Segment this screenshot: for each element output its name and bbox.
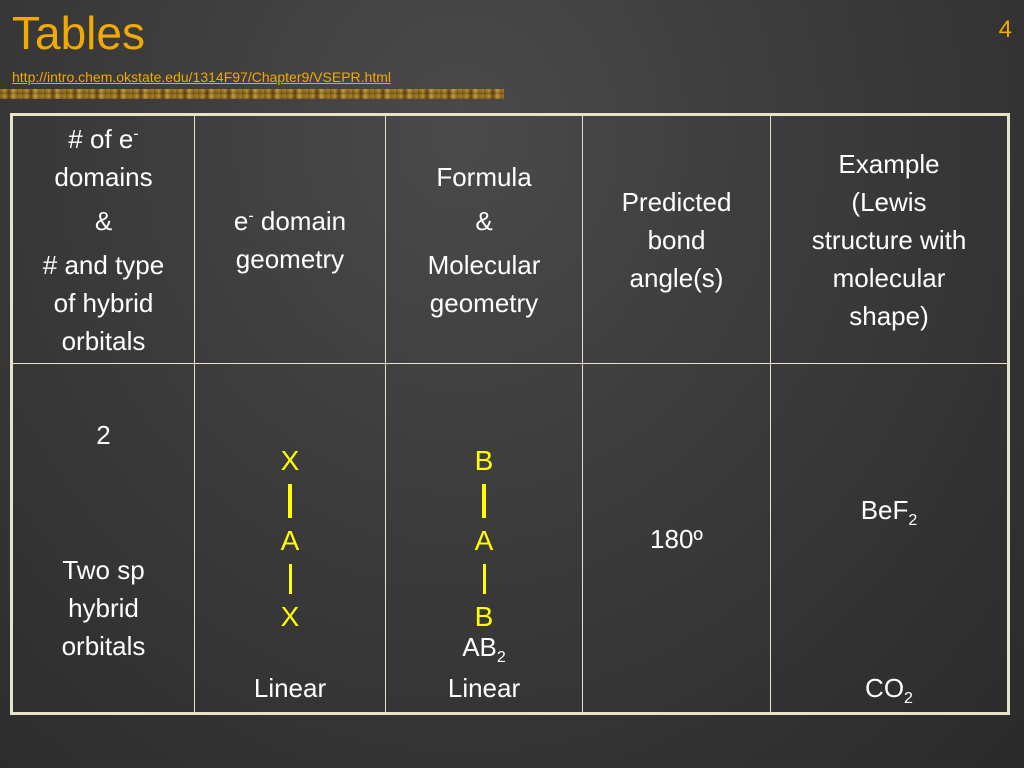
header-bond-angle: Predicted bond angle(s) [583, 115, 771, 364]
example-befluoride: BeF$_2$ [860, 495, 918, 530]
slide-title: Tables [12, 7, 145, 59]
edomain-geometry: Linear [253, 673, 327, 703]
cell-example [771, 364, 1009, 714]
edomain-structure: X A X [280, 445, 300, 632]
formula-structure: B A B [474, 445, 494, 632]
example-carbon-dioxide: $CO_2$ [865, 673, 913, 708]
cell-formula [386, 364, 583, 714]
bond-line [482, 484, 486, 518]
domain-count: 2 [96, 420, 111, 450]
bond-line [289, 564, 292, 594]
header-formula-molecular-geometry: Formula & Molecular geometry [386, 115, 583, 364]
header-row [12, 115, 1009, 364]
molecular-geometry: Linear [447, 673, 521, 703]
source-link[interactable]: http://intro.chem.okstate.edu/1314F97/Chapter9/VSEPR.html [12, 69, 391, 85]
bond-line [288, 484, 292, 518]
data-row [12, 364, 1009, 714]
slide-number: 4 [998, 16, 1012, 43]
cell-domains [12, 364, 195, 714]
bond-line [483, 564, 486, 594]
hybrid-orbitals: Two sp hybrid orbitals [61, 555, 146, 661]
bond-angle: 180º [650, 524, 703, 554]
decorative-strip [0, 89, 504, 99]
formula: $AB_2$ [462, 632, 506, 667]
header-domains: # of e- domains & # and type of hybrid orbitals [12, 115, 195, 364]
header-example: Example (Lewis structure with molecular shape) [771, 115, 1009, 364]
cell-edomain-geometry [195, 364, 386, 714]
vsepr-table [10, 113, 1010, 715]
cell-bond-angle [583, 364, 771, 714]
header-edomain-geometry: e- domain geometry [195, 115, 386, 364]
